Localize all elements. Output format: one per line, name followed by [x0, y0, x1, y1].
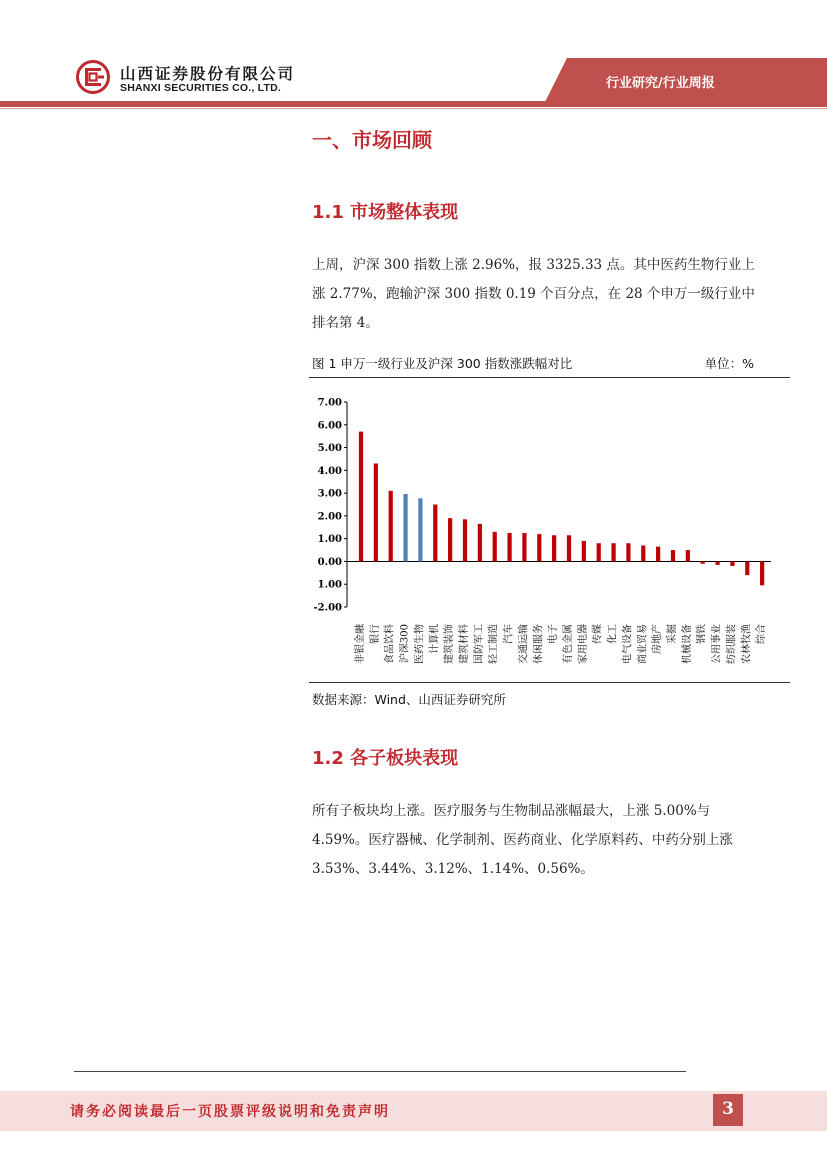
x-tick-label: 化工: [607, 624, 619, 644]
bar-食品饮料: [389, 491, 393, 562]
x-tick-label: 传媒: [592, 624, 604, 644]
x-tick-label: 电子: [548, 624, 560, 644]
market-overview-paragraph: [312, 251, 762, 338]
company-logo: [76, 60, 110, 94]
x-tick-label: 银行: [369, 624, 381, 644]
bar-轻工制造: [493, 532, 497, 562]
y-tick-label: 7.00: [317, 397, 342, 409]
y-tick-label: 2.00: [317, 511, 342, 523]
bar-休闲服务: [537, 534, 541, 561]
figure-source: 数据来源：Wind、山西证券研究所: [312, 692, 506, 707]
paragraph-line: 排名第 4。: [312, 315, 379, 331]
bar-银行: [374, 464, 378, 562]
figure-title: [312, 354, 788, 372]
x-tick-label: 建筑材料: [459, 624, 470, 664]
x-tick-label: 交通运输: [518, 624, 530, 664]
page-header: [0, 0, 827, 110]
x-tick-label: 综合: [756, 624, 768, 644]
industry-returns-bar-chart: [309, 380, 790, 680]
bar-计算机: [433, 505, 437, 562]
bar-商业贸易: [641, 546, 645, 562]
footer-divider: [74, 1071, 686, 1072]
company-name-cn: 山西证券股份有限公司: [120, 65, 296, 83]
x-tick-label: 钢铁: [696, 624, 708, 644]
x-tick-label: 商业贸易: [637, 624, 649, 664]
bar-化工: [611, 543, 615, 561]
figure-bottom-rule: [309, 682, 790, 683]
bar-采掘: [671, 550, 675, 561]
x-tick-label: 家用电器: [577, 624, 589, 664]
bar-沪深300: [403, 494, 407, 561]
report-type-label: 行业研究/行业周报: [606, 76, 715, 91]
bar-家用电器: [582, 541, 586, 562]
x-tick-label: 采掘: [667, 624, 678, 644]
x-tick-label: 沪深300: [399, 624, 411, 664]
bar-电子: [552, 535, 556, 561]
figure-caption: 图 1 申万一级行业及沪深 300 指数涨跌幅对比: [312, 356, 573, 371]
y-tick-label: 5.00: [317, 443, 342, 455]
y-tick-label: -2.00: [313, 602, 342, 614]
paragraph-line: 4.59%。医疗器械、化学制剂、医药商业、化学原料药、中药分别上涨: [312, 832, 733, 848]
x-tick-label: 非银金融: [355, 624, 366, 664]
header-divider-thin: [0, 108, 827, 109]
bar-交通运输: [522, 533, 526, 561]
bar-公用事业: [715, 561, 719, 564]
bar-国防军工: [478, 524, 482, 562]
x-tick-label: 休闲服务: [533, 624, 545, 664]
x-tick-label: 汽车: [503, 624, 515, 644]
figure-unit: 单位：%: [704, 356, 754, 371]
bar-医药生物: [418, 498, 422, 561]
paragraph-line: 涨 2.77%，跑输沪深 300 指数 0.19 个百分点，在 28 个申万一级行业中: [312, 286, 755, 302]
company-name-en: SHANXI SECURITIES CO., LTD.: [120, 82, 281, 94]
y-tick-label: 3.00: [317, 488, 342, 500]
y-tick-label: 0.00: [317, 556, 342, 568]
bar-机械设备: [686, 550, 690, 561]
bar-房地产: [656, 547, 660, 562]
bar-钢铁: [701, 561, 705, 563]
page-number: 3: [722, 1099, 734, 1119]
bar-农林牧渔: [745, 561, 749, 575]
bar-汽车: [507, 533, 511, 561]
x-tick-label: 建筑装饰: [444, 624, 456, 664]
bar-非银金融: [359, 432, 363, 562]
bar-传媒: [597, 543, 601, 561]
x-tick-label: 轻工制造: [488, 624, 500, 664]
bar-建筑材料: [463, 519, 467, 561]
x-tick-label: 国防军工: [473, 624, 485, 664]
x-tick-label: 房地产: [652, 624, 664, 654]
header-divider: [0, 101, 827, 107]
x-tick-label: 电气设备: [622, 624, 634, 664]
bar-电气设备: [626, 543, 630, 561]
footer-disclaimer: 请务必阅读最后一页股票评级说明和免责声明: [70, 1104, 390, 1120]
sub-sector-paragraph: [312, 797, 762, 884]
paragraph-line: 上周，沪深 300 指数上涨 2.96%，报 3325.33 点。其中医药生物行业上: [312, 257, 755, 273]
y-tick-label: 4.00: [317, 465, 342, 477]
section-title: 一、市场回顾: [312, 128, 432, 152]
x-tick-label: 食品饮料: [384, 624, 396, 664]
paragraph-line: 3.53%、3.44%、3.12%、1.14%、0.56%。: [312, 861, 594, 877]
bar-综合: [760, 561, 764, 585]
paragraph-line: 所有子板块均上涨。医疗服务与生物制品涨幅最大，上涨 5.00%与: [312, 803, 711, 819]
x-tick-label: 有色金属: [563, 624, 574, 664]
x-tick-label: 纺织服装: [726, 624, 738, 664]
x-tick-label: 农林牧渔: [741, 624, 753, 664]
x-tick-label: 计算机: [429, 624, 441, 654]
x-tick-label: 医药生物: [414, 624, 426, 664]
y-tick-label: 1.00: [317, 534, 342, 546]
y-tick-label: 1.00: [317, 579, 342, 591]
bar-纺织服装: [730, 561, 734, 566]
subsection-title-1-1: 1.1 市场整体表现: [312, 202, 459, 223]
x-tick-label: 公用事业: [711, 624, 723, 664]
x-tick-label: 机械设备: [681, 624, 693, 664]
y-tick-label: 6.00: [317, 420, 342, 432]
bar-有色金属: [567, 535, 571, 561]
figure-top-rule: [309, 377, 790, 378]
subsection-title-1-2: 1.2 各子板块表现: [312, 748, 459, 769]
bar-建筑装饰: [448, 518, 452, 561]
